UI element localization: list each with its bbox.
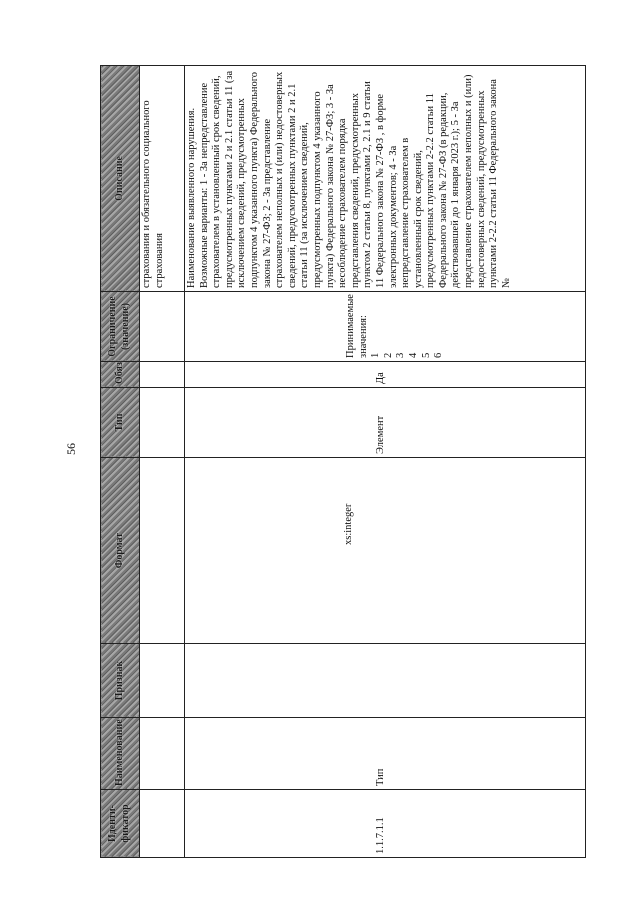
format-value: xs:integer	[343, 503, 354, 545]
header-name: Наименование	[101, 718, 140, 790]
header-obligation: Обяз	[101, 362, 140, 388]
restriction-values: 1 2 3 4 5 6	[370, 352, 445, 358]
cell-type: Элемент	[185, 388, 586, 458]
cell-description: Наименование выявленного нарушения. Возможные варианты: 1 - За непредставление страхователем в установленный срок сведений, предусмотренных пунктами 2 и 2.1 статьи 11 (за исключением сведений, предусмотренных подпунктом 4 указанного пункта) Федерального закона № 27-ФЗ; 2 - За представление страхователем неполных и (или) недостоверных сведений, предусмотренных пунктами 2 и 2.1 статьи 11 (за исключением сведений, предусмотренных подпунктом 4 указанного пункта) Федерального закона № 27-ФЗ; 3 - За несоблюдение страхователем порядка представления сведений, предусмотренных пунктом 2 статьи 8, пунктами 2, 2.1 и 9 статьи 11 Федерального закона № 27-ФЗ , в форме электронных документов; 4 - За непредставление страхователем в установленный срок сведений, предусмотренных пунктами 2-2.2 статьи 11 Федерального закона № 27-ФЗ (в редакции, действовавшей до 1 января 2023 г.); 5 - За представление страхователем неполных и (или) недостоверных сведений, предусмотренных пунктами 2-2.2 статьи 11 Федерального закона №	[185, 66, 586, 292]
cell-format	[140, 458, 185, 644]
header-id: Иденти-фикатор	[101, 790, 140, 858]
cell-id	[140, 790, 185, 858]
cell-type	[140, 388, 185, 458]
cell-restriction	[140, 292, 185, 362]
requirements-table	[100, 65, 586, 858]
cell-obligation	[140, 362, 185, 388]
header-sign: Признак	[101, 644, 140, 718]
header-description: Описание	[101, 66, 140, 292]
cell-obligation	[185, 362, 586, 388]
cell-name	[140, 718, 185, 790]
header-row	[101, 66, 140, 858]
table-row	[185, 66, 586, 858]
cell-description: страхования и обязательного социального страхования	[140, 66, 185, 292]
obligation-value: Да	[375, 372, 386, 384]
cell-id: 1.1.7.1.1	[185, 790, 586, 858]
header-restriction: Ограничение (значение)	[101, 292, 140, 362]
header-type: Тип	[101, 388, 140, 458]
cell-format	[185, 458, 586, 644]
page-number: 56	[64, 443, 78, 455]
cell-name: Тип	[185, 718, 586, 790]
restriction-title: Принимаемые значения:	[345, 294, 369, 358]
header-format: Формат	[101, 458, 140, 644]
cell-sign	[140, 644, 185, 718]
cell-restriction	[185, 292, 586, 362]
rotated-table-wrapper	[100, 66, 586, 858]
table-row	[140, 66, 185, 858]
cell-sign	[185, 644, 586, 718]
